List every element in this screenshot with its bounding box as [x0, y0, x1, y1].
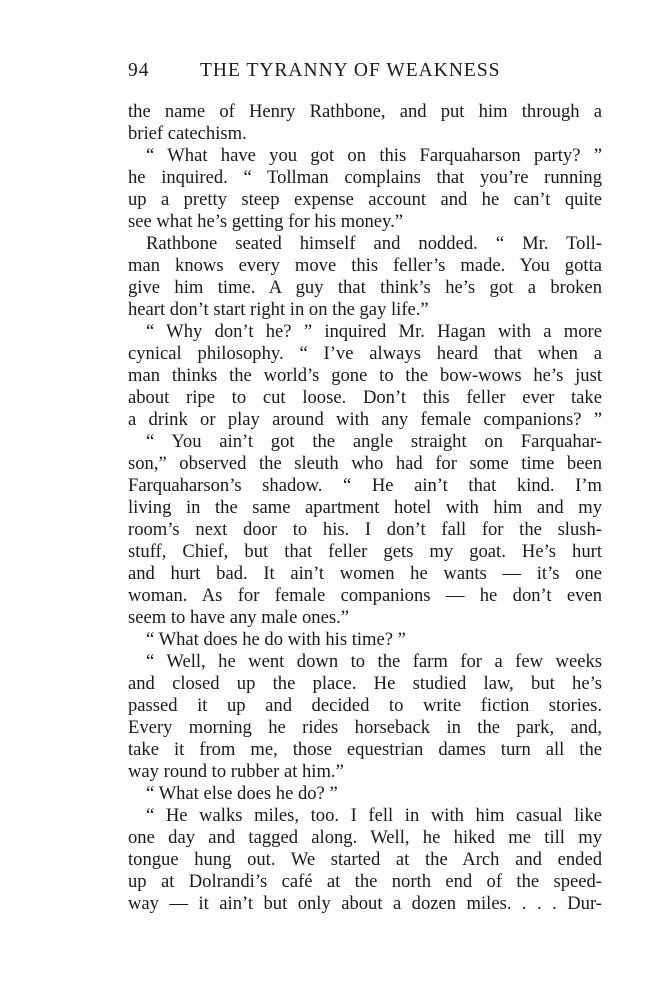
text-line: “ What does he do with his time? ”	[146, 629, 406, 650]
text-line: heart don’t start right in on the gay life.”	[128, 299, 429, 320]
page-number: 94	[128, 60, 150, 81]
text-line: room’s next door to his. I don’t fall for the slush-	[128, 519, 602, 540]
text-line: see what he’s getting for his money.”	[128, 211, 404, 232]
text-line: “ Well, he went down to the farm for a few weeks	[146, 651, 602, 672]
text-line: up at Dolrandi’s café at the north end of the speed-	[128, 871, 602, 892]
text-line: seem to have any male ones.”	[128, 607, 349, 628]
text-line: he inquired. “ Tollman complains that you’re running	[128, 167, 602, 188]
text-line: Every morning he rides horseback in the park, and,	[128, 717, 602, 738]
text-line: “ He walks miles, too. I fell in with him casual like	[146, 805, 602, 826]
text-line: a drink or play around with any female companions? ”	[128, 409, 602, 430]
text-line: man thinks the world’s gone to the bow-wows he’s just	[128, 365, 602, 386]
text-line: one day and tagged along. Well, he hiked me till my	[128, 827, 602, 848]
text-line: give him time. A guy that think’s he’s got a broken	[128, 277, 602, 298]
text-line: Rathbone seated himself and nodded. “ Mr. Toll-	[146, 233, 602, 254]
text-line: brief catechism.	[128, 123, 247, 144]
text-line: the name of Henry Rathbone, and put him through a	[128, 101, 602, 122]
text-line: passed it up and decided to write fiction stories.	[128, 695, 602, 716]
text-line: and closed up the place. He studied law, but he’s	[128, 673, 602, 694]
text-line: and hurt bad. It ain’t women he wants — it’s one	[128, 563, 602, 584]
text-line: “ What have you got on this Farquaharson party? ”	[146, 145, 602, 166]
text-line: man knows every move this feller’s made. You gotta	[128, 255, 602, 276]
body-text	[128, 101, 602, 915]
text-line: up a pretty steep expense account and he can’t quite	[128, 189, 602, 210]
text-line: take it from me, those equestrian dames turn all the	[128, 739, 602, 760]
text-line: way — it ain’t but only about a dozen miles. . . . Dur-	[128, 893, 602, 914]
text-line: son,” observed the sleuth who had for some time been	[128, 453, 602, 474]
text-line: way round to rubber at him.”	[128, 761, 344, 782]
text-line: about ripe to cut loose. Don’t this feller ever take	[128, 387, 602, 408]
running-head: THE TYRANNY OF WEAKNESS	[200, 60, 501, 81]
text-line: woman. As for female companions — he don’t even	[128, 585, 602, 606]
text-line: “ What else does he do? ”	[146, 783, 338, 804]
text-line: “ You ain’t got the angle straight on Farquahar-	[146, 431, 602, 452]
text-line: stuff, Chief, but that feller gets my goat. He’s hurt	[128, 541, 602, 562]
text-line: “ Why don’t he? ” inquired Mr. Hagan with a more	[146, 321, 602, 342]
text-line: tongue hung out. We started at the Arch and ended	[128, 849, 602, 870]
page-header	[128, 60, 608, 88]
text-line: cynical philosophy. “ I’ve always heard that when a	[128, 343, 602, 364]
text-line: Farquaharson’s shadow. “ He ain’t that kind. I’m	[128, 475, 602, 496]
text-line: living in the same apartment hotel with him and my	[128, 497, 602, 518]
